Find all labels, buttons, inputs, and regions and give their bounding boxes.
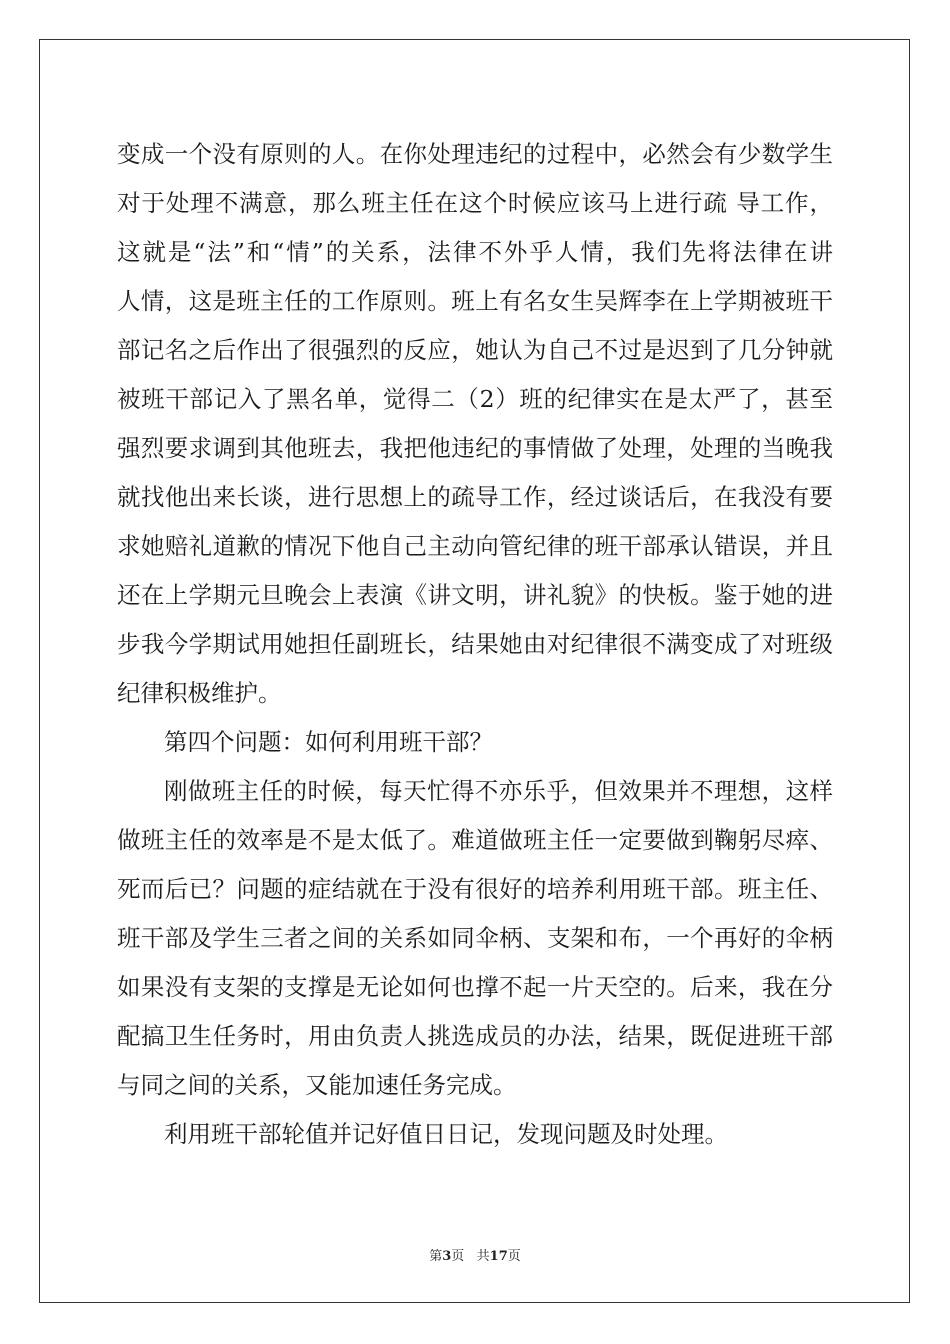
paragraph [117, 767, 833, 1110]
text-line: 就找他出来长谈，进行思想上的疏导工作，经过谈话后，在我没有要 [117, 483, 833, 511]
text-line: 班干部及学生三者之间的关系如同伞柄、支架和布，一个再好的伞柄 [117, 924, 833, 952]
text-line: 第四个问题：如何利用班干部？ [164, 728, 493, 756]
text-line: 这就是“法”和“情”的关系，法律不外乎人情，我们先将法律在讲 [117, 238, 833, 266]
text-line: 强烈要求调到其他班去，我把他违纪的事情做了处理，处理的当晚我 [117, 434, 833, 462]
text-line: 做班主任的效率是不是太低了。难道做班主任一定要做到鞠躬尽瘁、 [117, 826, 833, 854]
text-line: 求她赔礼道歉的情况下他自己主动向管纪律的班干部承认错误，并且 [117, 532, 833, 560]
paragraph [117, 1110, 833, 1159]
footer-prefix: 第 [429, 1249, 443, 1264]
text-line: 对于处理不满意，那么班主任在这个时候应该马上进行疏 导工作， [117, 189, 833, 217]
footer-middle: 页 共 [451, 1249, 490, 1264]
text-line: 被班干部记入了黑名单，觉得二（2）班的纪律实在是太严了，甚至 [117, 385, 833, 413]
footer-page-number: 3 [442, 1249, 452, 1264]
text-line: 人情，这是班主任的工作原则。班上有名女生吴辉李在上学期被班干 [117, 287, 833, 315]
text-line: 刚做班主任的时候，每天忙得不亦乐乎，但效果并不理想，这样 [164, 777, 833, 805]
text-line: 死而后已？问题的症结就在于没有很好的培养利用班干部。班主任、 [117, 875, 833, 903]
text-line: 部记名之后作出了很强烈的反应，她认为自己不过是迟到了几分钟就 [117, 336, 833, 364]
text-line: 纪律积极维护。 [117, 679, 282, 707]
text-line: 与同之间的关系，又能加速任务完成。 [117, 1071, 517, 1099]
text-line: 变成一个没有原则的人。在你处理违纪的过程中，必然会有少数学生 [117, 140, 833, 168]
footer-suffix: 页 [507, 1249, 521, 1264]
text-line: 配搞卫生任务时，用由负责人挑选成员的办法，结果，既促进班干部 [117, 1022, 833, 1050]
document-body [117, 130, 833, 1159]
footer-total-pages: 17 [489, 1249, 508, 1264]
text-line: 利用班干部轮值并记好值日日记，发现问题及时处理。 [164, 1120, 728, 1148]
text-line: 步我今学期试用她担任副班长，结果她由对纪律很不满变成了对班级 [117, 630, 833, 658]
text-line: 如果没有支架的支撑是无论如何也撑不起一片天空的。后来，我在分 [117, 973, 833, 1001]
page-footer [0, 1245, 950, 1264]
paragraph [117, 718, 833, 767]
paragraph [117, 130, 833, 718]
text-line: 还在上学期元旦晚会上表演《讲文明，讲礼貌》的快板。鉴于她的进 [117, 581, 833, 609]
